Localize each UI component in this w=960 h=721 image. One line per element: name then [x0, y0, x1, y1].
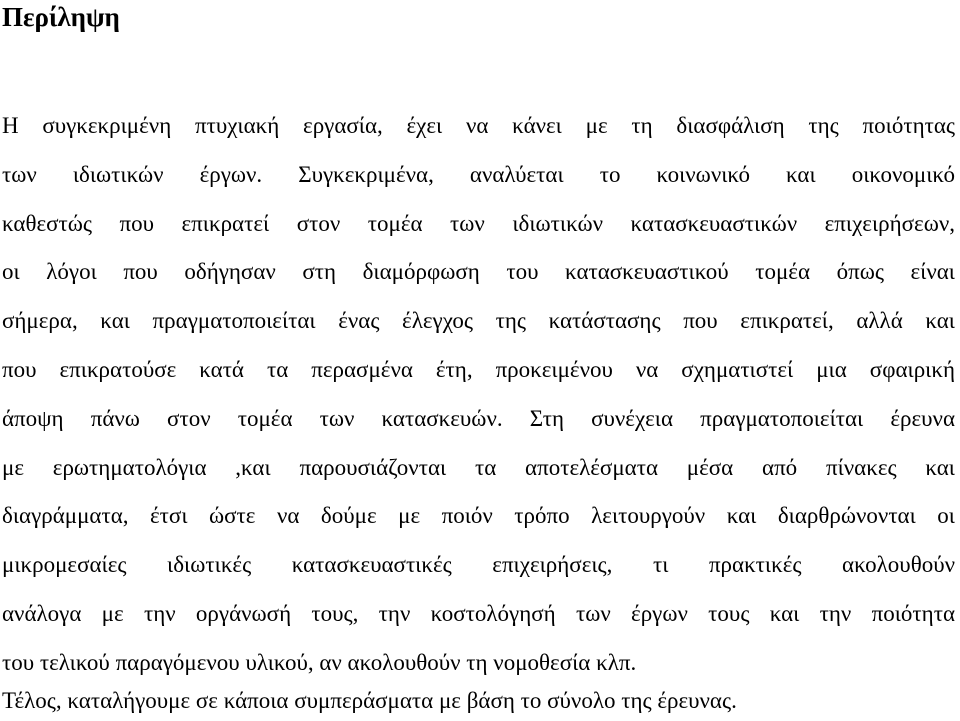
paragraph-line: του τελικού παραγόμενου υλικού, αν ακολουθούν τη νομοθεσία κλπ. [2, 649, 637, 675]
paragraph-line: άποψη πάνω στον τομέα των κατασκευών. Στη συνέχεια πραγματοποιείται έρευνα [2, 405, 955, 431]
abstract-paragraph [2, 102, 955, 688]
paragraph-line: μικρομεσαίες ιδιωτικές κατασκευαστικές επιχειρήσεις, τι πρακτικές ακολουθούν [2, 552, 955, 578]
paragraph-line: των ιδιωτικών έργων. Συγκεκριμένα, αναλύεται το κοινωνικό και οικονομικό [2, 161, 955, 187]
paragraph-line: που επικρατούσε κατά τα περασμένα έτη, προκειμένου να σχηματιστεί μια σφαιρική [2, 356, 955, 382]
paragraph-line: Η συγκεκριμένη πτυχιακή εργασία, έχει να κάνει με τη διασφάλιση της ποιότητας [2, 113, 955, 138]
paragraph-line: διαγράμματα, έτσι ώστε να δούμε με ποιόν τρόπο λειτουργούν και διαρθρώνονται οι [2, 503, 955, 529]
closing-sentence: Τέλος, καταλήγουμε σε κάποια συμπεράσματα με βάση το σύνολο της έρευνας. [2, 688, 737, 713]
paragraph-line: καθεστώς που επικρατεί στον τομέα των ιδιωτικών κατασκευαστικών επιχειρήσεων, [2, 210, 955, 236]
paragraph-line: σήμερα, και πραγματοποιείται ένας έλεγχος της κατάστασης που επικρατεί, αλλά και [2, 308, 955, 334]
paragraph-line: με ερωτηματολόγια ,και παρουσιάζονται τα αποτελέσματα μέσα από πίνακες και [2, 454, 955, 480]
paragraph-line: οι λόγοι που οδήγησαν στη διαμόρφωση του κατασκευαστικού τομέα όπως είναι [2, 259, 955, 285]
paragraph-line: ανάλογα με την οργάνωσή τους, την κοστολόγησή των έργων τους και την ποιότητα [2, 600, 955, 626]
section-heading: Περίληψη [2, 2, 120, 32]
